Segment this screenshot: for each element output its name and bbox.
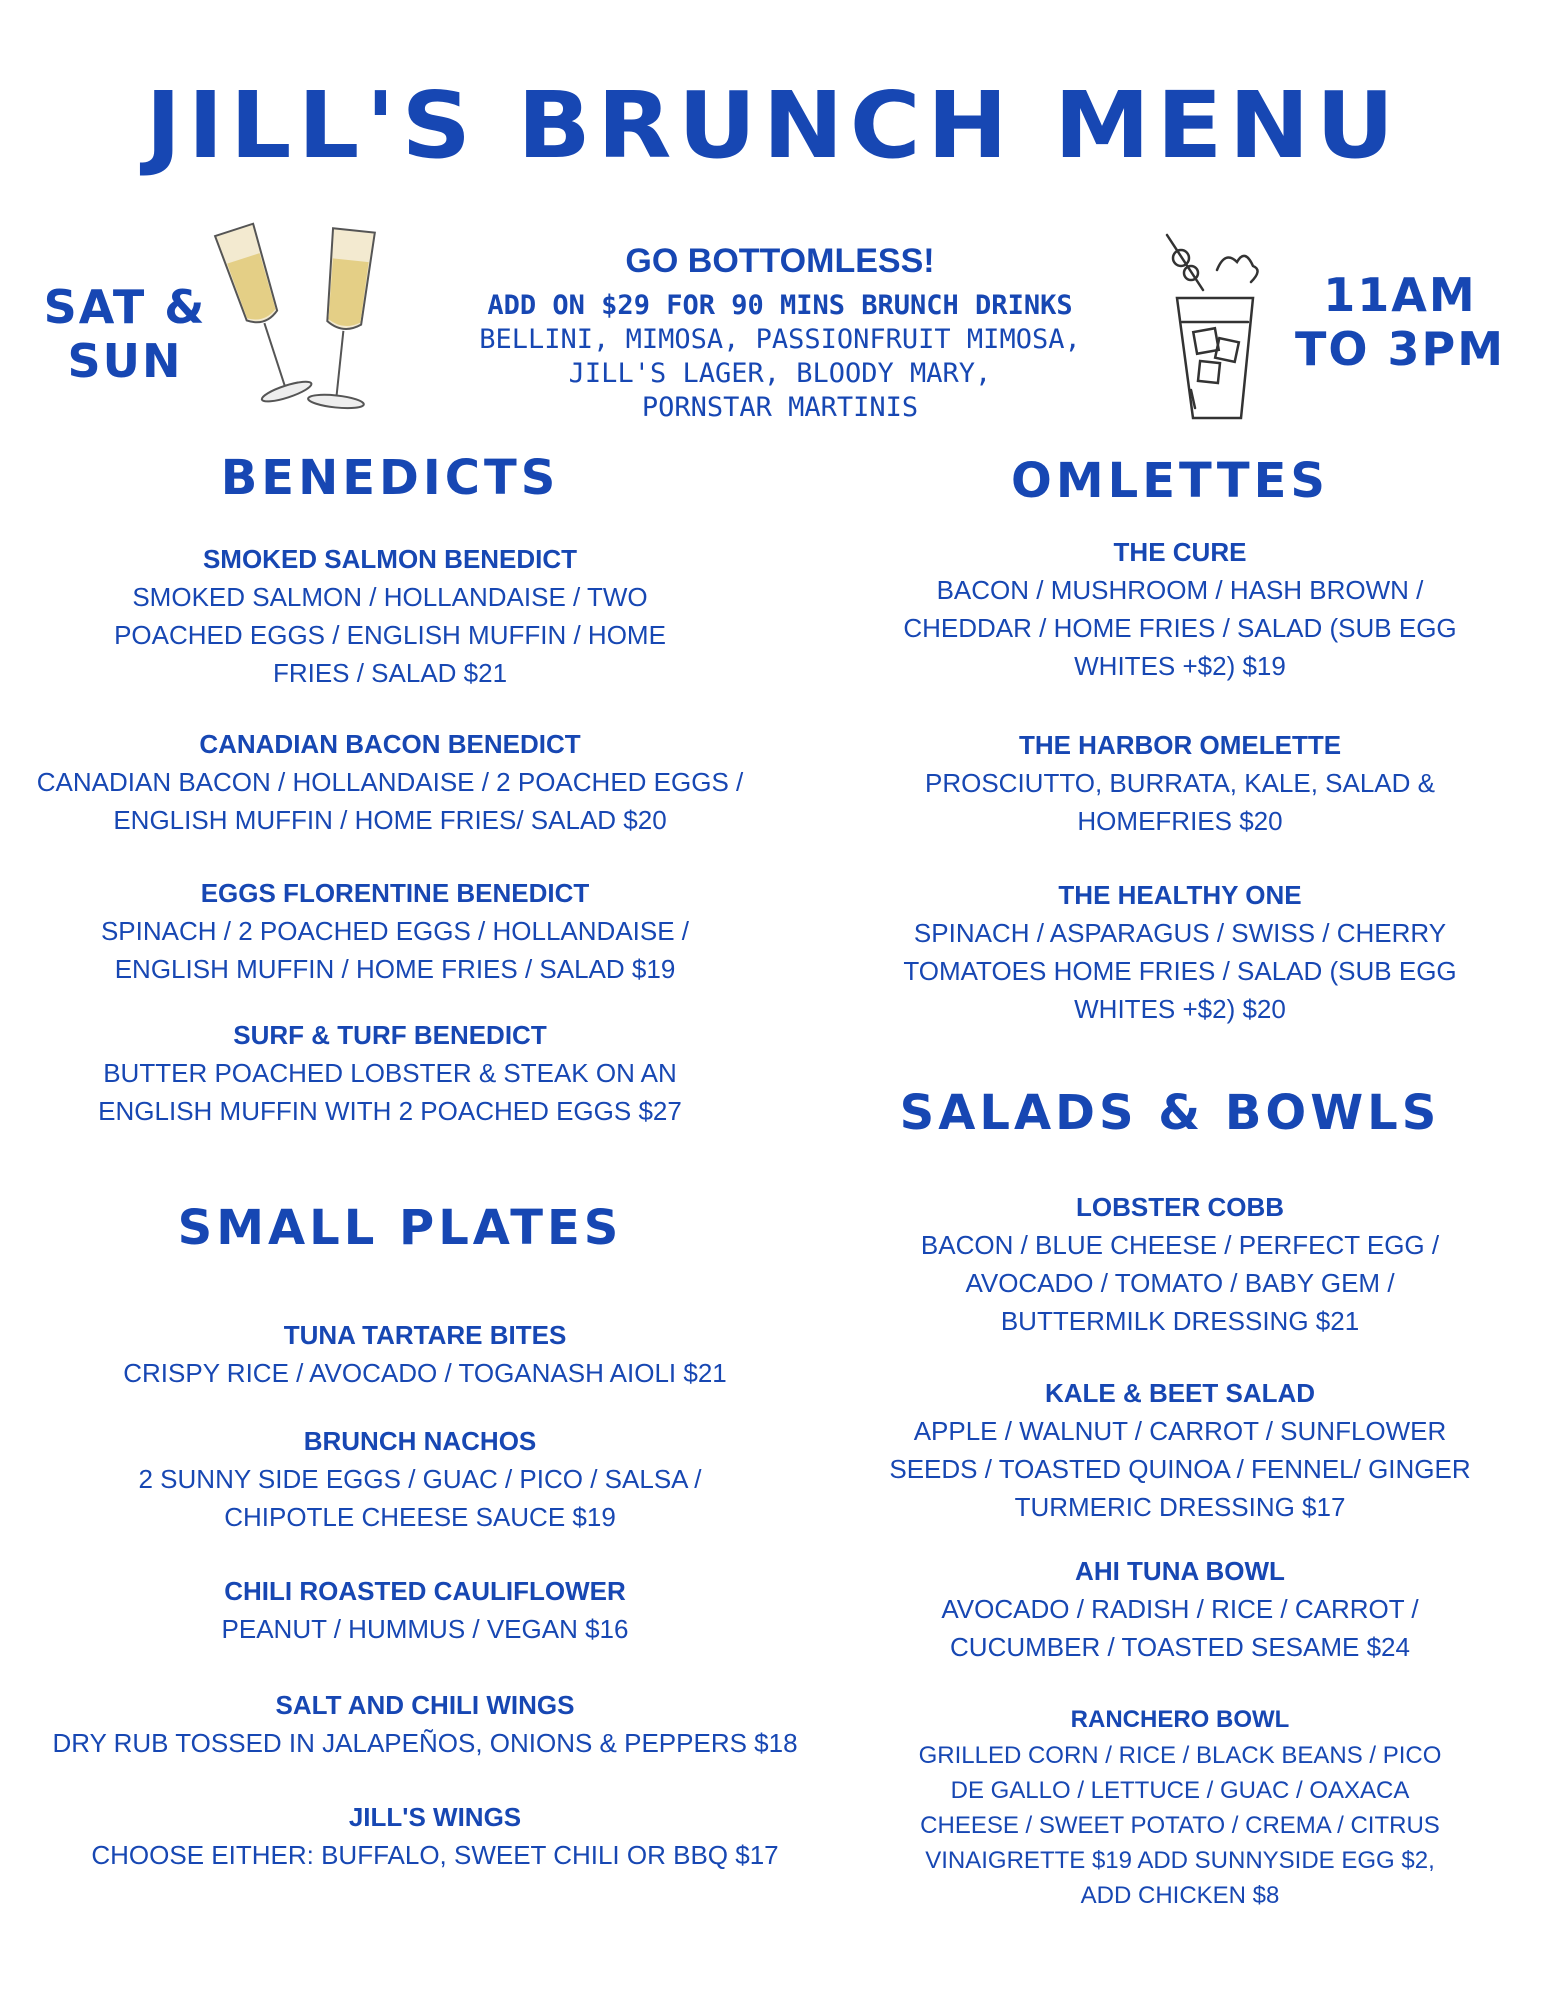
item-description: GRILLED CORN / RICE / BLACK BEANS / PICO DE GALLO / LETTUCE / GUAC / OAXACA CHEESE / SWEET POTATO / CREMA / CITRUS VINAIGRETTE $19 ADD SUNNYSIDE EGG $2, ADD CHICKEN $8 (918, 1742, 1442, 1909)
bloody-mary-glass-icon (1155, 230, 1275, 425)
promo-drinks-line: BELLINI, MIMOSA, PASSIONFRUIT MIMOSA, (479, 324, 1081, 355)
days-label: SAT & SUN (43, 280, 207, 388)
menu-item (30, 725, 750, 839)
bottomless-promo (400, 242, 1160, 425)
item-description: DRY RUB TOSSED IN JALAPEÑOS, ONIONS & PEPPERS $18 (52, 1728, 798, 1758)
menu-item (60, 1316, 790, 1392)
item-name: KALE & BEET SALAD (1044, 1378, 1316, 1408)
item-name: SALT AND CHILI WINGS (275, 1690, 575, 1720)
champagne-glasses-icon (205, 205, 415, 420)
menu-title: JILL'S BRUNCH MENU (145, 72, 1401, 179)
section-heading-benedicts: BENEDICTS (220, 450, 560, 506)
item-name: SMOKED SALMON BENEDICT (202, 544, 578, 574)
menu-item (880, 1188, 1480, 1340)
promo-subhead: ADD ON $29 FOR 90 MINS BRUNCH DRINKS (487, 290, 1073, 321)
item-name: THE HEALTHY ONE (1058, 880, 1302, 910)
item-name: BRUNCH NACHOS (303, 1426, 537, 1456)
item-description: CANADIAN BACON / HOLLANDAISE / 2 POACHED EGGS / ENGLISH MUFFIN / HOME FRIES/ SALAD $20 (36, 767, 744, 835)
section-heading-omelettes: OMLETTES (1011, 453, 1329, 509)
item-description: PROSCIUTTO, BURRATA, KALE, SALAD & HOMEFRIES $20 (924, 768, 1435, 836)
item-name: THE HARBOR OMELETTE (1018, 730, 1342, 760)
menu-item (900, 726, 1460, 840)
item-name: JILL'S WINGS (348, 1802, 522, 1832)
item-name: AHI TUNA BOWL (1075, 1556, 1285, 1586)
item-description: APPLE / WALNUT / CARROT / SUNFLOWER SEEDS / TOASTED QUINOA / FENNEL/ GINGER TURMERIC DRESSING $17 (889, 1416, 1471, 1522)
menu-item (900, 533, 1460, 685)
promo-headline: GO BOTTOMLESS! (625, 242, 935, 280)
section-heading-small-plates: SMALL PLATES (177, 1200, 623, 1256)
menu-item (905, 1702, 1455, 1913)
item-description: 2 SUNNY SIDE EGGS / GUAC / PICO / SALSA / CHIPOTLE CHEESE SAUCE $19 (138, 1464, 702, 1532)
menu-item (20, 1686, 830, 1762)
menu-item (100, 1572, 750, 1648)
menu-item (110, 1422, 730, 1536)
item-name: SURF & TURF BENEDICT (233, 1020, 547, 1050)
item-description: AVOCADO / RADISH / RICE / CARROT / CUCUMBER / TOASTED SESAME $24 (941, 1594, 1419, 1662)
item-description: SPINACH / ASPARAGUS / SWISS / CHERRY TOMATOES HOME FRIES / SALAD (SUB EGG WHITES +$2) $20 (903, 918, 1457, 1024)
item-description: SMOKED SALMON / HOLLANDAISE / TWO POACHED EGGS / ENGLISH MUFFIN / HOME FRIES / SALAD $21 (114, 582, 666, 688)
item-name: EGGS FLORENTINE BENEDICT (200, 878, 590, 908)
menu-item (900, 1552, 1460, 1666)
item-description: CHOOSE EITHER: BUFFALO, SWEET CHILI OR BBQ $17 (91, 1840, 779, 1870)
item-description: CRISPY RICE / AVOCADO / TOGANASH AIOLI $21 (123, 1358, 727, 1388)
item-description: BUTTER POACHED LOBSTER & STEAK ON AN ENGLISH MUFFIN WITH 2 POACHED EGGS $27 (98, 1058, 682, 1126)
section-heading-salads-bowls: SALADS & BOWLS (899, 1085, 1441, 1141)
promo-drinks-line: JILL'S LAGER, BLOODY MARY, (568, 358, 992, 389)
hours-label: 11AM TO 3PM (1295, 268, 1505, 376)
menu-item (95, 540, 685, 692)
promo-drinks-line: PORNSTAR MARTINIS (641, 392, 919, 423)
item-description: SPINACH / 2 POACHED EGGS / HOLLANDAISE / ENGLISH MUFFIN / HOME FRIES / SALAD $19 (100, 916, 690, 984)
item-name: RANCHERO BOWL (1070, 1706, 1290, 1733)
item-name: CANADIAN BACON BENEDICT (199, 729, 581, 759)
menu-item (70, 1016, 710, 1130)
item-name: LOBSTER COBB (1076, 1192, 1284, 1222)
menu-item (875, 876, 1485, 1028)
item-description: BACON / BLUE CHEESE / PERFECT EGG / AVOCADO / TOMATO / BABY GEM / BUTTERMILK DRESSING $21 (920, 1230, 1440, 1336)
item-description: BACON / MUSHROOM / HASH BROWN / CHEDDAR / HOME FRIES / SALAD (SUB EGG WHITES +$2) $19 (903, 575, 1457, 681)
menu-item (55, 874, 735, 988)
menu-item (880, 1374, 1480, 1526)
item-name: TUNA TARTARE BITES (283, 1320, 567, 1350)
item-name: THE CURE (1113, 537, 1247, 567)
item-name: CHILI ROASTED CAULIFLOWER (224, 1576, 626, 1606)
item-description: PEANUT / HUMMUS / VEGAN $16 (221, 1614, 629, 1644)
menu-item (50, 1798, 820, 1874)
